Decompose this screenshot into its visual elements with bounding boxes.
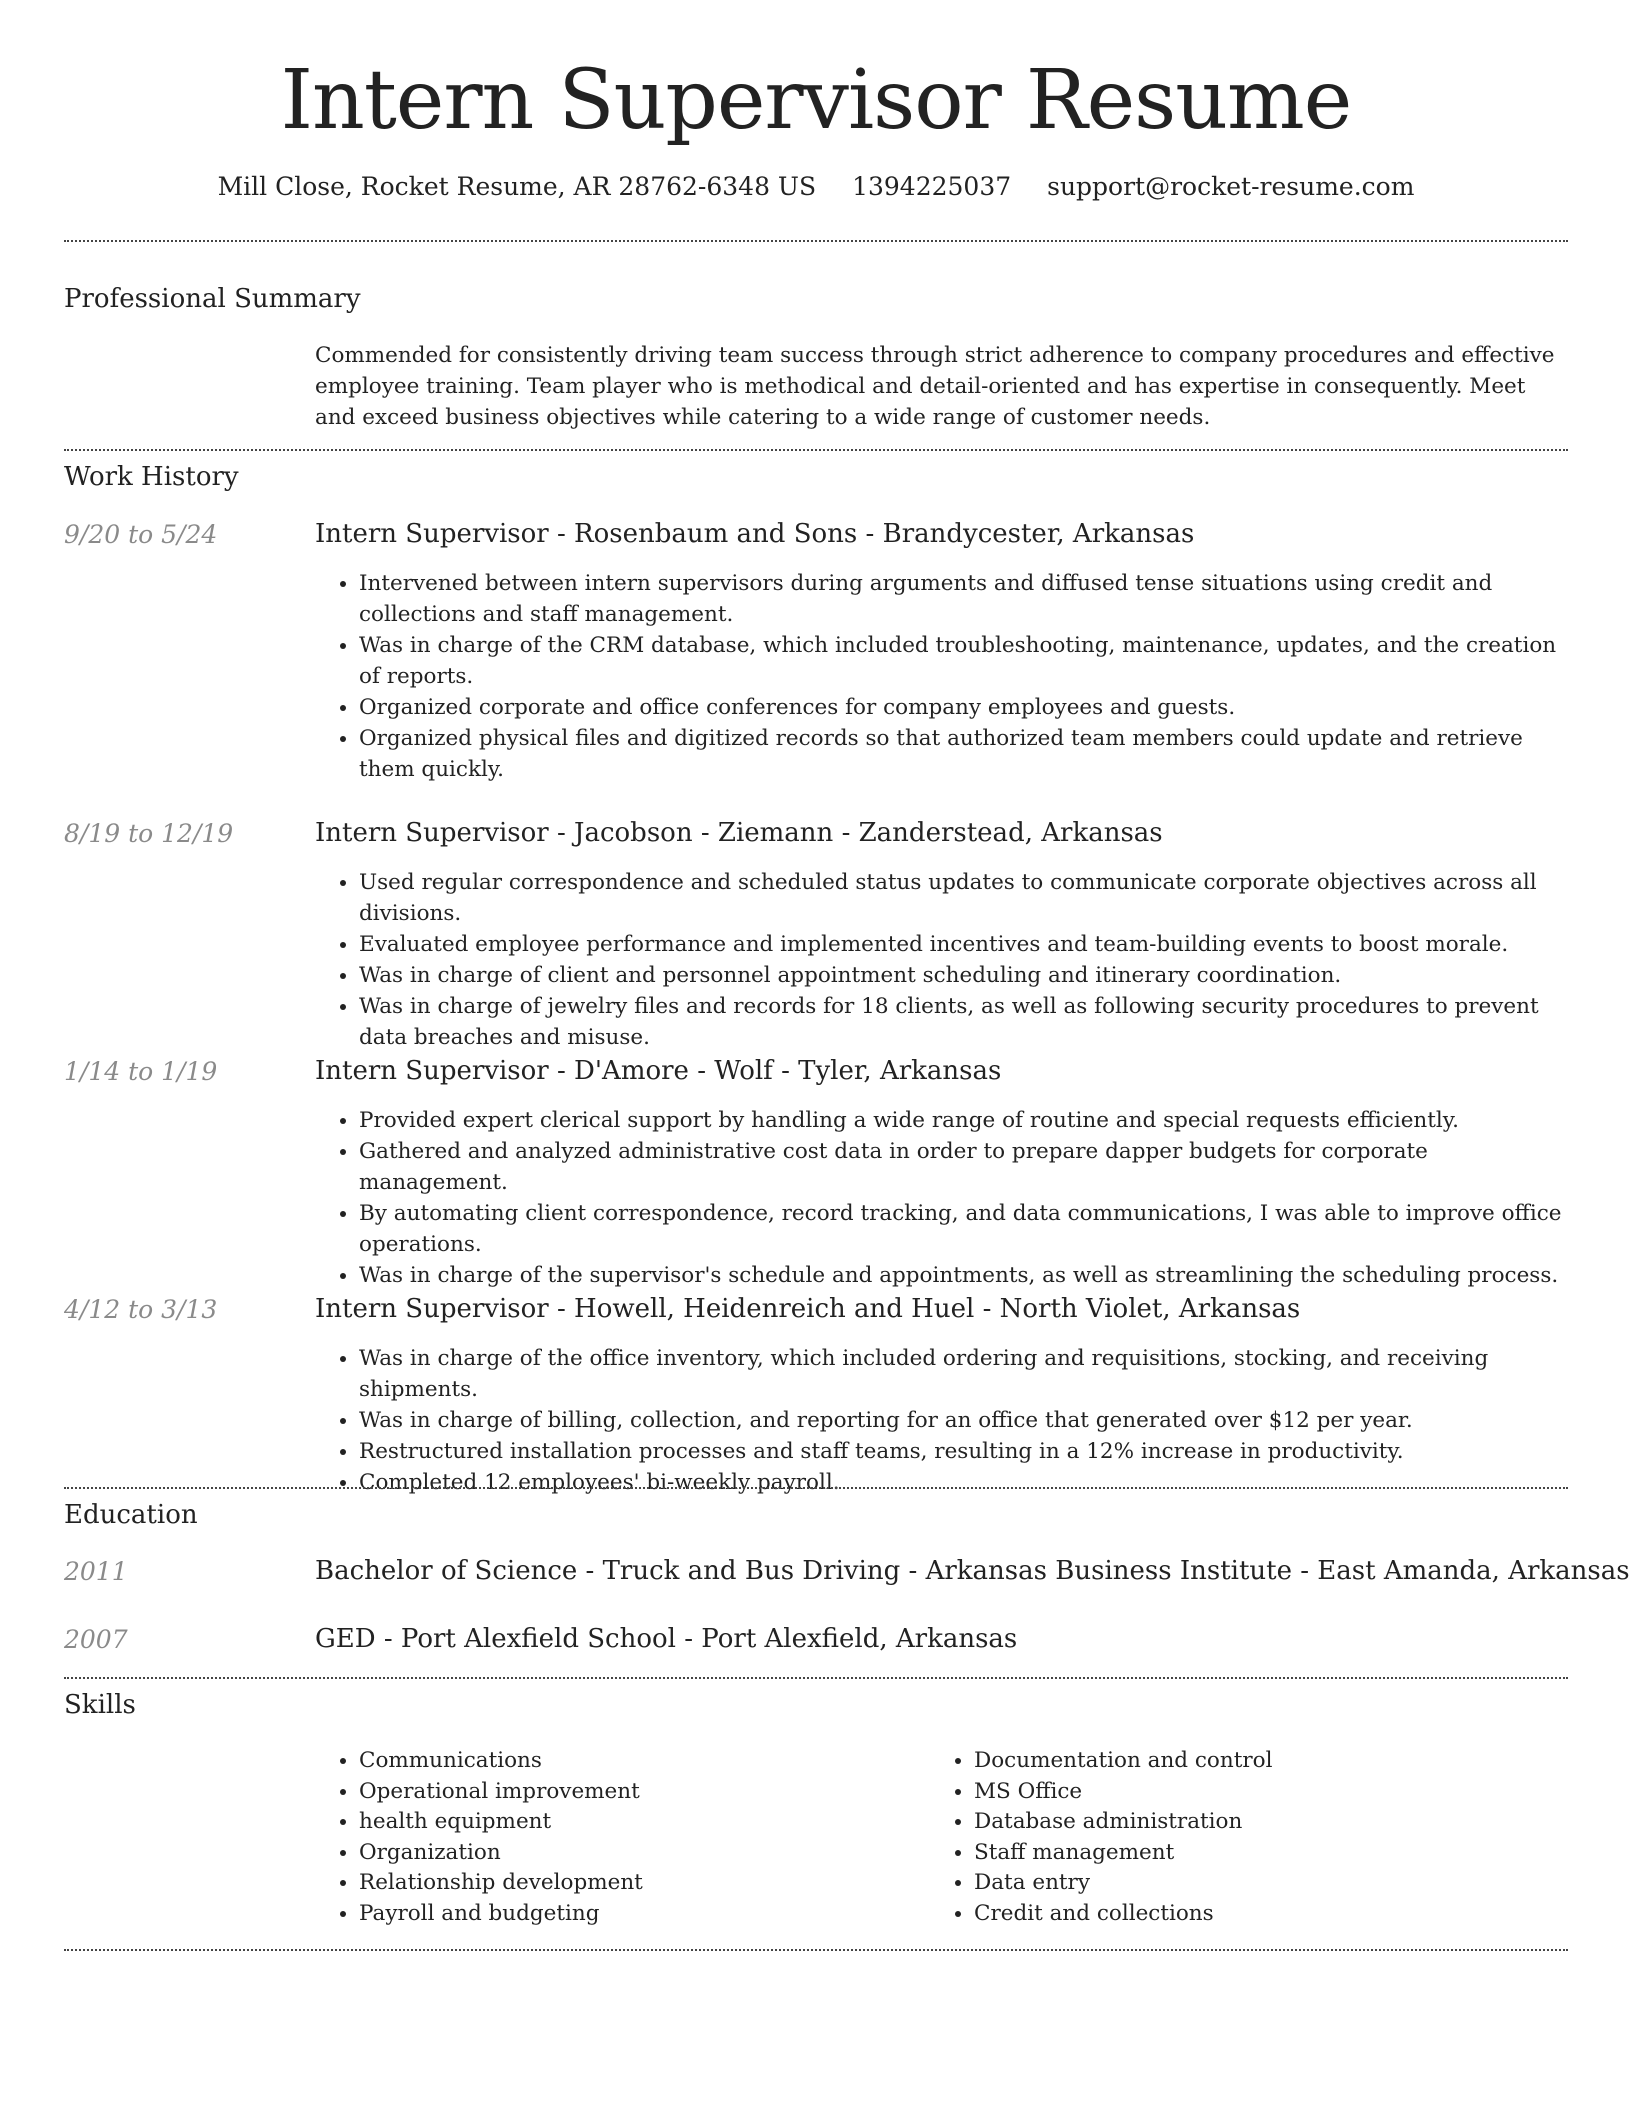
summary-heading: Professional Summary	[64, 284, 361, 314]
job-bullet: • Intervened between intern supervisors during arguments and diffused tense situations using credit and collections and staff management.	[359, 568, 1568, 630]
education-title: Bachelor of Science - Truck and Bus Driving - Arkansas Business Institute - East Amanda, Arkansas	[315, 1556, 1630, 1586]
skill-item: • Documentation and control	[974, 1746, 1530, 1777]
summary-text: Commended for consistently driving team success through strict adherence to company procedures and effective employee training. Team player who is methodical and detail-oriented and has expertise in consequently. Meet and exceed business objectives while catering to a wide range of customer needs.	[315, 343, 1555, 430]
job-bullet: • Organized physical files and digitized records so that authorized team members could update and retrieve them quickly.	[359, 723, 1568, 785]
contact-line	[0, 172, 1632, 201]
job-dates: 9/20 to 5/24	[64, 520, 218, 549]
job-title: Intern Supervisor - Rosenbaum and Sons - Brandycester, Arkansas	[315, 519, 1195, 549]
job-bullet: • Was in charge of client and personnel appointment scheduling and itinerary coordination.	[359, 960, 1568, 991]
work-history-heading: Work History	[64, 462, 239, 492]
job-dates: 1/14 to 1/19	[64, 1057, 218, 1086]
skill-item: • health equipment	[359, 1807, 915, 1838]
job-bullet: • Was in charge of the office inventory, which included ordering and requisitions, stocking, and receiving shipments.	[359, 1343, 1568, 1405]
skill-item: • Staff management	[974, 1838, 1530, 1869]
job-bullet: • Was in charge of the CRM database, which included troubleshooting, maintenance, updates, and the creation of reports.	[359, 630, 1568, 692]
education-year: 2011	[64, 1557, 128, 1586]
skill-item: • Database administration	[974, 1807, 1530, 1838]
job-bullet: • Used regular correspondence and scheduled status updates to communicate corporate objectives across all divisions.	[359, 867, 1568, 929]
job-title: Intern Supervisor - Jacobson - Ziemann - Zanderstead, Arkansas	[315, 818, 1163, 848]
job-bullets	[315, 1105, 1568, 1291]
education-title: GED - Port Alexfield School - Port Alexfield, Arkansas	[315, 1624, 1018, 1654]
contact-phone: 1394225037	[852, 172, 1012, 201]
section-divider	[64, 1487, 1568, 1489]
page-title: Intern Supervisor Resume	[280, 53, 1352, 148]
contact-email: support@rocket-resume.com	[1047, 172, 1415, 201]
job-bullet: • Was in charge of billing, collection, and reporting for an office that generated over $12 per year.	[359, 1405, 1568, 1436]
skill-item: • Relationship development	[359, 1868, 915, 1899]
section-divider	[64, 449, 1568, 451]
skills-heading: Skills	[64, 1690, 136, 1720]
job-dates: 4/12 to 3/13	[64, 1295, 218, 1324]
education-heading: Education	[64, 1500, 198, 1530]
job-bullet: • Gathered and analyzed administrative cost data in order to prepare dapper budgets for corporate management.	[359, 1136, 1568, 1198]
job-bullet: • Restructured installation processes and staff teams, resulting in a 12% increase in productivity.	[359, 1436, 1568, 1467]
job-bullet: • Evaluated employee performance and implemented incentives and team-building events to boost morale.	[359, 929, 1568, 960]
skills-list-right	[930, 1746, 1530, 1929]
skill-item: • Communications	[359, 1746, 915, 1777]
skill-item: • Payroll and budgeting	[359, 1899, 915, 1930]
job-dates: 8/19 to 12/19	[64, 819, 234, 848]
skills-list-left	[315, 1746, 915, 1929]
skill-item: • Operational improvement	[359, 1777, 915, 1808]
job-title: Intern Supervisor - D'Amore - Wolf - Tyler, Arkansas	[315, 1056, 1002, 1086]
job-bullet: • Was in charge of jewelry files and records for 18 clients, as well as following security procedures to prevent data breaches and misuse.	[359, 991, 1568, 1053]
education-year: 2007	[64, 1625, 128, 1654]
skill-item: • Organization	[359, 1838, 915, 1869]
job-bullets	[315, 1343, 1568, 1498]
contact-address: Mill Close, Rocket Resume, AR 28762-6348 US	[217, 172, 817, 201]
job-bullet: • By automating client correspondence, record tracking, and data communications, I was able to improve office operations.	[359, 1198, 1568, 1260]
section-divider	[64, 1677, 1568, 1679]
section-divider	[64, 240, 1568, 242]
skill-item: • Data entry	[974, 1868, 1530, 1899]
skill-item: • Credit and collections	[974, 1899, 1530, 1930]
job-bullet: • Was in charge of the supervisor's schedule and appointments, as well as streamlining the scheduling process.	[359, 1260, 1568, 1291]
job-bullets	[315, 867, 1568, 1053]
job-bullet: • Provided expert clerical support by handling a wide range of routine and special requests efficiently.	[359, 1105, 1568, 1136]
job-title: Intern Supervisor - Howell, Heidenreich and Huel - North Violet, Arkansas	[315, 1294, 1301, 1324]
job-bullet: • Organized corporate and office conferences for company employees and guests.	[359, 692, 1568, 723]
section-divider	[64, 1949, 1568, 1951]
job-bullet: • Completed 12 employees' bi-weekly payroll.	[359, 1467, 1568, 1498]
job-bullets	[315, 568, 1568, 785]
skill-item: • MS Office	[974, 1777, 1530, 1808]
